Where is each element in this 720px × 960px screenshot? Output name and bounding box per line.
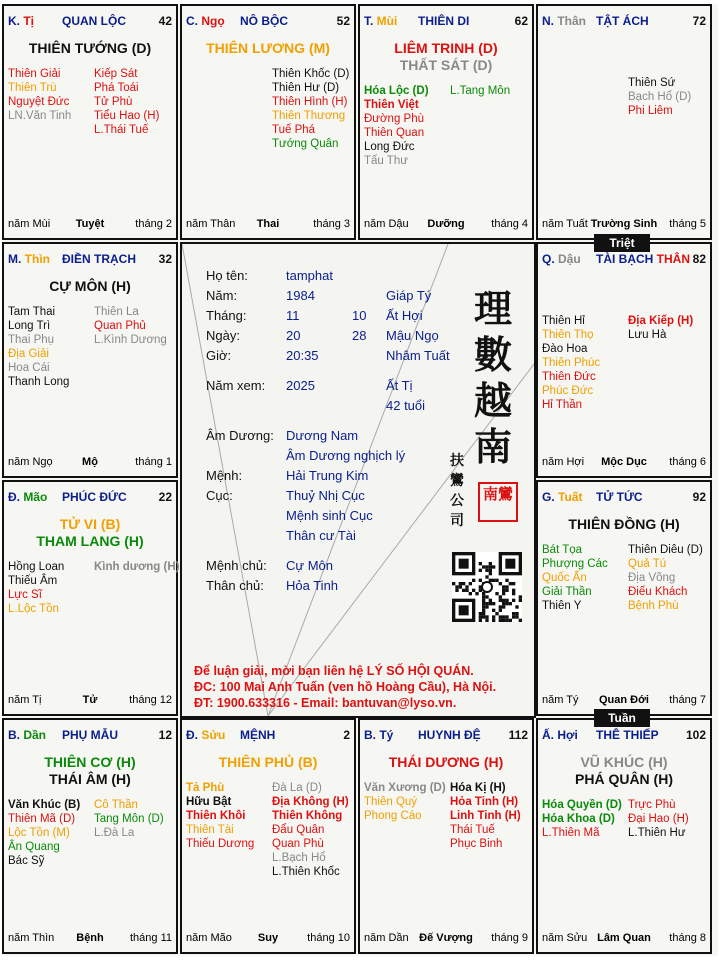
star-item: Tả Phù xyxy=(186,782,225,794)
main-stars xyxy=(4,278,176,295)
label-menh: Mệnh: xyxy=(206,468,243,483)
right-stars xyxy=(272,781,349,879)
value-gio-can: Nhâm Tuất xyxy=(386,348,450,363)
star-item: Thiên Sứ xyxy=(628,77,676,89)
star-item: Ân Quang xyxy=(8,841,60,853)
left-stars xyxy=(186,781,254,851)
palace-number: 62 xyxy=(514,14,528,28)
palace-month: tháng 6 xyxy=(669,456,706,468)
palace-stage: Mộ xyxy=(82,456,98,468)
palace-name: MỆNH xyxy=(240,728,276,742)
qr-code-icon xyxy=(452,552,522,622)
palace-header xyxy=(186,14,350,30)
star-item: Hóa Lộc (D) xyxy=(364,85,429,97)
value-ho-ten: tamphat xyxy=(286,268,333,283)
star-item: Thiên Hư (D) xyxy=(272,82,340,94)
star-item: L.Thái Tuế xyxy=(94,124,149,136)
palace-header xyxy=(8,490,172,506)
palace-name: HUYNH ĐỆ xyxy=(418,728,481,742)
left-stars xyxy=(8,798,80,868)
star-item: Thiên Khôi xyxy=(186,810,246,822)
star-item: Lưu Hà xyxy=(628,329,667,341)
palace-ngo[interactable] xyxy=(180,4,356,240)
star-item: Cô Thần xyxy=(94,799,138,811)
palace-month: tháng 2 xyxy=(135,218,172,230)
main-star: THIÊN LƯƠNG (M) xyxy=(206,40,330,56)
palace-stage: Dưỡng xyxy=(427,218,465,230)
star-item: Thiên Thọ xyxy=(542,329,594,341)
contact-line-2: ĐC: 100 Mai Anh Tuấn (ven hồ Hoàng Cầu), Hà Nội. xyxy=(194,680,497,694)
palace-mao[interactable] xyxy=(2,480,178,716)
palace-year: năm Mùi xyxy=(8,218,51,230)
palace-name: TỬ TỨC xyxy=(596,490,643,504)
value-nam-xem: 2025 xyxy=(286,378,315,393)
palace-year: năm Mão xyxy=(186,932,232,944)
palace-year: năm Tuất xyxy=(542,218,588,230)
palace-footer xyxy=(8,456,172,470)
star-item: Thiên Diêu (D) xyxy=(628,544,703,556)
value-nam-xem-can: Ất Tị xyxy=(386,378,413,393)
palace-year: năm Sửu xyxy=(542,932,588,944)
star-item: Đào Hoa xyxy=(542,343,588,355)
main-stars xyxy=(538,516,710,533)
star-item: L.Lộc Tồn xyxy=(8,603,59,615)
main-stars xyxy=(360,40,532,74)
palace-month: tháng 12 xyxy=(129,694,172,706)
right-stars xyxy=(628,314,693,342)
star-item: Tang Môn (D) xyxy=(94,813,164,825)
palace-stage: Quan Đới xyxy=(599,694,649,706)
palace-footer xyxy=(364,218,528,232)
right-stars xyxy=(450,781,521,851)
palace-stage: Tuyệt xyxy=(75,218,105,230)
star-item: Thiên Giải xyxy=(8,68,61,80)
palace-header xyxy=(8,728,172,744)
star-item: Văn Xương (D) xyxy=(364,782,446,794)
star-item: Địa Võng xyxy=(628,572,676,584)
palace-ty[interactable] xyxy=(358,718,534,954)
main-star: THIÊN CƠ (H) xyxy=(44,754,136,770)
palace-stage: Suy xyxy=(257,932,279,944)
brand-char-4: 南 xyxy=(474,424,513,469)
center-info-panel xyxy=(180,242,536,718)
star-item: Thiên Tài xyxy=(186,824,234,836)
star-item: Thiên Không xyxy=(272,810,343,822)
palace-footer xyxy=(364,932,528,946)
star-item: L.Đà La xyxy=(94,827,135,839)
palace-number: 52 xyxy=(336,14,350,28)
star-item: Thiên Phúc xyxy=(542,357,601,369)
palace-header xyxy=(186,728,350,744)
palace-stage: Thai xyxy=(256,218,280,230)
palace-year: năm Ngọ xyxy=(8,456,53,468)
palace-stage: Đế Vượng xyxy=(419,932,473,944)
label-cuc: Cục: xyxy=(206,488,233,503)
main-star: TỬ VI (B) xyxy=(59,516,121,532)
main-star: THIÊN ĐỒNG (H) xyxy=(568,516,680,532)
palace-number: 32 xyxy=(158,252,172,266)
palace-header xyxy=(542,14,706,30)
label-nam-xem: Năm xem: xyxy=(206,378,266,393)
star-item: Hỉ Thần xyxy=(542,399,583,411)
star-item: Thiên Đức xyxy=(542,371,596,383)
palace-can-chi: G. Tuất xyxy=(542,490,583,504)
palace-header xyxy=(542,490,706,506)
palace-name: QUAN LỘC xyxy=(62,14,126,28)
right-stars xyxy=(272,67,349,151)
red-seal-stamp: 南鸞 xyxy=(478,482,518,522)
brand-char-2: 數 xyxy=(474,332,513,377)
tag-triet: Triệt xyxy=(594,234,650,252)
right-stars xyxy=(450,84,510,98)
star-item: Phục Binh xyxy=(450,838,503,850)
star-item: Linh Tinh (H) xyxy=(450,810,521,822)
star-item: Địa Kiếp (H) xyxy=(628,315,694,327)
main-star: THIÊN TƯỚNG (D) xyxy=(28,40,152,56)
star-item: Văn Khúc (B) xyxy=(8,799,81,811)
palace-suu[interactable] xyxy=(180,718,356,954)
palace-year: năm Dần xyxy=(364,932,409,944)
star-item: L.Thiên Mã xyxy=(542,827,600,839)
star-item: Địa Không (H) xyxy=(272,796,349,808)
main-star: PHÁ QUÂN (H) xyxy=(575,771,673,787)
palace-can-chi: Đ. Mão xyxy=(8,490,48,504)
star-item: Đẩu Quân xyxy=(272,824,325,836)
palace-name: THIÊN DI xyxy=(418,14,470,28)
brand-sub-3: 公 xyxy=(450,493,464,509)
star-item: Lực Sĩ xyxy=(8,589,42,601)
palace-footer xyxy=(542,456,706,470)
left-stars xyxy=(8,67,71,123)
palace-header xyxy=(8,14,172,30)
right-stars xyxy=(94,560,179,574)
palace-name: PHÚC ĐỨC xyxy=(62,490,127,504)
palace-year: năm Dậu xyxy=(364,218,409,230)
left-stars xyxy=(8,305,69,389)
star-item: Hóa Kị (H) xyxy=(450,782,506,794)
main-star: LIÊM TRINH (D) xyxy=(394,40,498,56)
label-nam: Năm: xyxy=(206,288,238,303)
palace-name: NÔ BỘC xyxy=(240,14,288,28)
star-item: Tam Thai xyxy=(8,306,56,318)
palace-than[interactable] xyxy=(536,4,712,240)
palace-month: tháng 8 xyxy=(669,932,706,944)
star-item: Địa Giải xyxy=(8,348,49,360)
star-item: L.Tang Môn xyxy=(450,85,511,97)
star-item: Thanh Long xyxy=(8,376,70,388)
star-item: Tuế Phá xyxy=(272,124,316,136)
label-thang: Tháng: xyxy=(206,308,247,323)
contact-line-1: Để luận giải, mời bạn liên hệ LÝ SỐ HỘI QUÁN. xyxy=(194,664,474,678)
star-item: Hóa Quyền (D) xyxy=(542,799,622,811)
value-am-duong-1: Dương Nam xyxy=(286,428,359,443)
palace-year: năm Tý xyxy=(542,694,579,706)
star-item: LN.Văn Tinh xyxy=(8,110,72,122)
palace-tuat[interactable] xyxy=(536,480,712,716)
star-item: Thiên Quý xyxy=(364,796,418,808)
main-stars xyxy=(360,754,532,771)
star-item: Đại Hao (H) xyxy=(628,813,689,825)
value-nam: 1984 xyxy=(286,288,315,303)
main-stars xyxy=(182,40,354,57)
contact-line-3: ĐT: 1900.633316 - Email: bantuvan@lyso.vn. xyxy=(194,696,457,710)
main-star: THÁI DƯƠNG (H) xyxy=(388,754,504,770)
value-ngay-can: Mậu Ngọ xyxy=(386,328,439,343)
star-item: Bạch Hổ (D) xyxy=(628,91,692,103)
palace-month: tháng 4 xyxy=(491,218,528,230)
star-item: Đà La (D) xyxy=(272,782,322,794)
star-item: Hóa Khoa (D) xyxy=(542,813,615,825)
label-gio: Giờ: xyxy=(206,348,232,363)
value-thang: 11 xyxy=(286,308,300,323)
main-stars xyxy=(538,754,710,788)
palace-can-chi: N. Thân xyxy=(542,14,587,28)
star-item: Tấu Thư xyxy=(364,155,408,167)
star-item: L.Kình Dương xyxy=(94,334,167,346)
label-than-chu: Thân chủ: xyxy=(206,578,264,593)
star-item: Bác Sỹ xyxy=(8,855,45,867)
palace-number: 112 xyxy=(508,728,528,742)
star-item: Điếu Khách xyxy=(628,586,688,598)
main-star: THẤT SÁT (D) xyxy=(399,57,493,73)
tag-tuan: Tuần xyxy=(594,709,650,727)
value-thang-can: Ất Hợi xyxy=(386,308,423,323)
brand-sub-4: 司 xyxy=(450,513,464,529)
star-item: Thiên Y xyxy=(542,600,582,612)
star-item: Giải Thần xyxy=(542,586,592,598)
value-cuc-1: Thuỷ Nhị Cục xyxy=(286,488,365,503)
star-item: Hữu Bật xyxy=(186,796,232,808)
star-item: L.Thiên Hư xyxy=(628,827,686,839)
left-stars xyxy=(364,84,429,168)
left-stars xyxy=(364,781,446,823)
palace-can-chi: B. Dần xyxy=(8,728,47,742)
palace-month: tháng 9 xyxy=(491,932,528,944)
palace-header xyxy=(542,728,706,744)
star-item: Quả Tú xyxy=(628,558,667,570)
right-stars xyxy=(94,798,164,840)
star-item: Bệnh Phù xyxy=(628,600,679,612)
left-stars xyxy=(8,560,64,616)
palace-footer xyxy=(8,694,172,708)
star-item: Thiên Thương xyxy=(272,110,346,122)
value-tuoi: 42 tuổi xyxy=(386,398,426,413)
value-ngay-am: 28 xyxy=(352,328,367,343)
right-stars xyxy=(628,798,689,840)
left-stars xyxy=(542,543,608,613)
star-item: Thiếu Dương xyxy=(186,838,255,850)
value-than-chu: Hỏa Tinh xyxy=(286,578,339,593)
star-item: Thiên Khốc (D) xyxy=(272,68,350,80)
star-item: Kiếp Sát xyxy=(94,68,138,80)
star-item: Tiểu Hao (H) xyxy=(94,110,160,122)
star-item: Tử Phù xyxy=(94,96,133,108)
palace-number: 2 xyxy=(343,728,350,742)
palace-name: ĐIỀN TRẠCH xyxy=(62,252,136,266)
palace-can-chi: M. Thìn xyxy=(8,252,50,266)
star-item: Đường Phù xyxy=(364,113,424,125)
label-am-duong: Âm Dương: xyxy=(206,428,274,443)
star-item: Quốc Ấn xyxy=(542,572,587,584)
palace-footer xyxy=(542,932,706,946)
main-stars xyxy=(4,40,176,57)
palace-can-chi: B. Tý xyxy=(364,728,394,742)
left-stars xyxy=(542,314,600,412)
star-item: Hồng Loan xyxy=(8,561,65,573)
main-stars xyxy=(182,754,354,771)
value-gio: 20:35 xyxy=(286,348,319,363)
star-item: Bát Tọa xyxy=(542,544,583,556)
star-item: Long Đức xyxy=(364,141,415,153)
palace-year: năm Tị xyxy=(8,694,42,706)
palace-year: năm Thân xyxy=(186,218,236,230)
star-item: Thiên Hình (H) xyxy=(272,96,348,108)
palace-footer xyxy=(8,932,172,946)
value-am-duong-2: Âm Dương nghịch lý xyxy=(286,448,406,463)
star-item: Phi Liêm xyxy=(628,105,673,117)
palace-month: tháng 3 xyxy=(313,218,350,230)
right-stars xyxy=(94,67,159,137)
palace-ti[interactable] xyxy=(2,4,178,240)
star-item: Phượng Các xyxy=(542,558,608,570)
star-item: Thái Tuế xyxy=(450,824,495,836)
palace-can-chi: T. Mùi xyxy=(364,14,398,28)
palace-month: tháng 1 xyxy=(135,456,172,468)
star-item: Thiên Mã (D) xyxy=(8,813,76,825)
palace-number: 22 xyxy=(158,490,172,504)
palace-number: 82 xyxy=(692,252,706,266)
star-item: L.Bạch Hổ xyxy=(272,852,326,864)
palace-can-chi: Đ. Sửu xyxy=(186,728,226,742)
palace-number: 42 xyxy=(158,14,172,28)
palace-footer xyxy=(542,218,706,232)
star-item: Lộc Tồn (M) xyxy=(8,827,70,839)
brand-char-3: 越 xyxy=(474,378,513,423)
palace-footer xyxy=(542,694,706,708)
value-ngay: 20 xyxy=(286,328,301,343)
star-item: Thiên Hỉ xyxy=(542,315,585,327)
palace-year: năm Hợi xyxy=(542,456,585,468)
palace-number: 92 xyxy=(692,490,706,504)
palace-stage: Bệnh xyxy=(76,932,104,944)
star-item: Phá Toái xyxy=(94,82,139,94)
palace-footer xyxy=(186,932,350,946)
star-item: Long Trì xyxy=(8,320,51,332)
main-stars xyxy=(4,516,176,550)
brand-sub-2: 鸞 xyxy=(450,473,464,489)
palace-thin[interactable] xyxy=(2,242,178,478)
star-item: Kình dương (H) xyxy=(94,561,180,573)
palace-stage: Lâm Quan xyxy=(597,932,651,944)
main-star: THIÊN PHỦ (B) xyxy=(218,754,318,770)
value-cuc-2: Mệnh sinh Cục xyxy=(286,508,373,523)
main-star: THAM LANG (H) xyxy=(36,533,144,549)
star-item: Thai Phụ xyxy=(8,334,55,346)
palace-year: năm Thìn xyxy=(8,932,55,944)
star-item: Thiếu Âm xyxy=(8,575,58,587)
palace-name: TẬT ÁCH xyxy=(596,14,649,28)
label-ho-ten: Họ tên: xyxy=(206,268,248,283)
left-stars xyxy=(542,798,622,840)
value-menh-chu: Cự Môn xyxy=(286,558,333,573)
star-item: L.Thiên Khốc xyxy=(272,866,340,878)
palace-stage: Trường Sinh xyxy=(590,218,658,230)
star-item: Trực Phù xyxy=(628,799,676,811)
right-stars xyxy=(628,543,703,613)
star-item: Thiên Quan xyxy=(364,127,425,139)
star-item: Hoa Cái xyxy=(8,362,50,374)
star-item: Thiên Việt xyxy=(364,99,419,111)
palace-can-chi: Ấ. Hợi xyxy=(542,728,578,742)
palace-hoi[interactable] xyxy=(536,718,712,954)
main-star: CỰ MÔN (H) xyxy=(49,278,131,294)
palace-header xyxy=(8,252,172,268)
palace-month: tháng 7 xyxy=(669,694,706,706)
value-menh: Hải Trung Kim xyxy=(286,468,369,483)
label-menh-chu: Mệnh chủ: xyxy=(206,558,267,573)
star-item: Thiên La xyxy=(94,306,139,318)
right-stars xyxy=(94,305,167,347)
value-thang-am: 10 xyxy=(352,308,367,323)
palace-month: tháng 11 xyxy=(129,932,172,944)
palace-number: 102 xyxy=(685,728,706,742)
palace-header xyxy=(364,14,528,30)
label-ngay: Ngày: xyxy=(206,328,240,343)
palace-can-chi: C. Ngọ xyxy=(186,14,225,28)
star-item: Phong Cáo xyxy=(364,810,422,822)
palace-header xyxy=(542,252,706,268)
brand-char-1: 理 xyxy=(474,286,513,331)
horoscope-board xyxy=(2,4,718,956)
value-nam-can: Giáp Tý xyxy=(386,288,432,303)
palace-dan[interactable] xyxy=(2,718,178,954)
star-item: Quan Phù xyxy=(272,838,324,850)
palace-month: tháng 10 xyxy=(307,932,350,944)
palace-name: PHỤ MẪU xyxy=(62,728,118,742)
palace-name: TÀI BẠCH THÂN xyxy=(596,252,690,266)
star-item: Quan Phủ xyxy=(94,320,146,332)
star-item: Hỏa Tinh (H) xyxy=(450,796,519,808)
palace-mui[interactable] xyxy=(358,4,534,240)
palace-number: 12 xyxy=(158,728,172,742)
brand-sub-1: 扶 xyxy=(450,453,464,469)
palace-stage: Tử xyxy=(82,694,98,706)
value-cuc-3: Thân cư Tài xyxy=(286,528,356,543)
palace-footer xyxy=(186,218,350,232)
palace-header xyxy=(364,728,528,744)
palace-footer xyxy=(8,218,172,232)
palace-stage: Mộc Dục xyxy=(601,456,647,468)
palace-dau[interactable] xyxy=(536,242,712,478)
star-item: Nguyệt Đức xyxy=(8,96,70,108)
palace-number: 72 xyxy=(692,14,706,28)
palace-name: THÊ THIẾP xyxy=(596,728,659,742)
star-item: Phúc Đức xyxy=(542,385,594,397)
right-stars xyxy=(628,76,691,118)
main-stars xyxy=(4,754,176,788)
star-item: Thiên Trù xyxy=(8,82,57,94)
main-star: THÁI ÂM (H) xyxy=(49,771,131,787)
main-star: VŨ KHÚC (H) xyxy=(580,754,668,770)
palace-can-chi: K. Tị xyxy=(8,14,35,28)
star-item: Tướng Quân xyxy=(272,138,339,150)
palace-month: tháng 5 xyxy=(669,218,706,230)
palace-can-chi: Q. Dậu xyxy=(542,252,581,266)
